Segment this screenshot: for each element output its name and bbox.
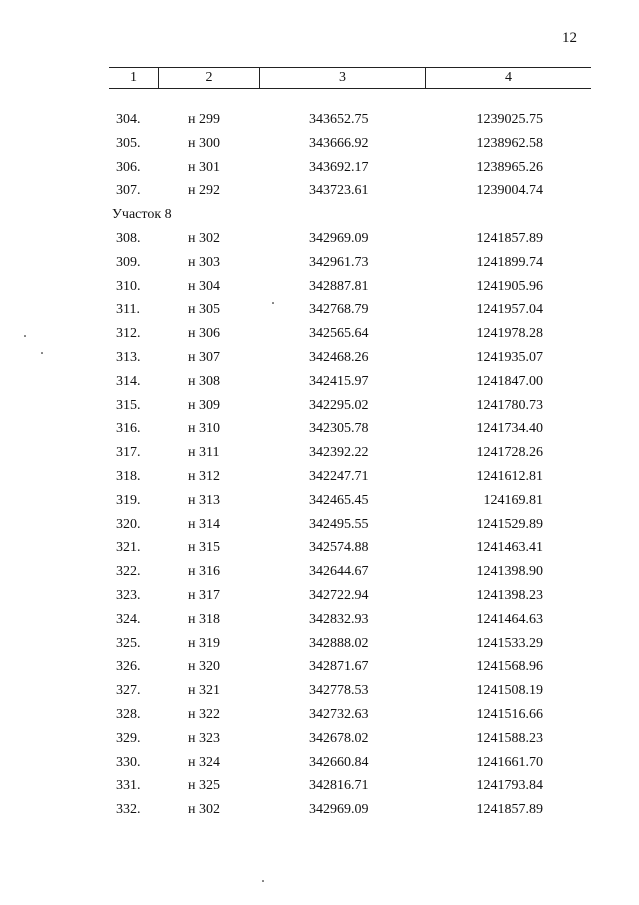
scan-speck	[262, 880, 264, 882]
row-number: 327.	[116, 683, 141, 699]
row-number: 330.	[116, 754, 141, 770]
row-number: 312.	[116, 326, 141, 342]
table-row	[0, 584, 639, 608]
scan-speck	[272, 302, 274, 304]
y-coordinate: 1241857.89	[476, 802, 543, 818]
row-number: 329.	[116, 730, 141, 746]
row-number: 323.	[116, 587, 141, 603]
x-coordinate: 342969.09	[309, 802, 369, 818]
x-coordinate: 342574.88	[309, 540, 369, 556]
row-number: 332.	[116, 802, 141, 818]
point-name: н 325	[188, 778, 220, 794]
row-number: 309.	[116, 254, 141, 270]
table-row	[0, 655, 639, 679]
x-coordinate: 342415.97	[309, 373, 369, 389]
table-row	[0, 298, 639, 322]
point-name: н 312	[188, 468, 220, 484]
point-name: н 300	[188, 135, 220, 151]
table-row	[0, 417, 639, 441]
x-coordinate: 343666.92	[309, 135, 369, 151]
y-coordinate: 1241847.00	[476, 373, 543, 389]
x-coordinate: 342832.93	[309, 611, 369, 627]
y-coordinate: 1241464.63	[476, 611, 543, 627]
table-row	[0, 465, 639, 489]
x-coordinate: 343692.17	[309, 159, 369, 175]
table-row	[0, 441, 639, 465]
y-coordinate: 1238962.58	[476, 135, 543, 151]
x-coordinate: 342722.94	[309, 587, 369, 603]
row-number: 314.	[116, 373, 141, 389]
table-row	[0, 346, 639, 370]
section-label: Участок 8	[112, 207, 172, 223]
y-coordinate: 1239004.74	[476, 183, 543, 199]
column-header-4: 4	[505, 70, 512, 85]
row-number: 304.	[116, 112, 141, 127]
point-name: н 311	[188, 445, 220, 461]
row-number: 326.	[116, 659, 141, 675]
table-row	[0, 132, 639, 156]
y-coordinate: 1241612.81	[476, 468, 543, 484]
table-row	[0, 108, 639, 132]
x-coordinate: 342678.02	[309, 730, 369, 746]
x-coordinate: 342392.22	[309, 445, 369, 461]
table-row	[0, 275, 639, 299]
table-row	[0, 703, 639, 727]
table-row	[0, 251, 639, 275]
table-row	[0, 179, 639, 203]
table-row	[0, 679, 639, 703]
y-coordinate: 1241398.90	[476, 564, 543, 580]
row-number: 320.	[116, 516, 141, 532]
coordinate-table-body	[0, 108, 639, 822]
table-row	[0, 798, 639, 822]
point-name: н 305	[188, 302, 220, 318]
x-coordinate: 342816.71	[309, 778, 369, 794]
point-name: н 310	[188, 421, 220, 437]
y-coordinate: 1241516.66	[476, 706, 543, 722]
point-name: н 303	[188, 254, 220, 270]
row-number: 321.	[116, 540, 141, 556]
y-coordinate: 1241463.41	[476, 540, 543, 556]
column-header-3: 3	[260, 68, 426, 88]
point-name: н 324	[188, 754, 220, 770]
row-number: 328.	[116, 706, 141, 722]
row-number: 313.	[116, 349, 141, 365]
y-coordinate: 1241857.89	[476, 230, 543, 246]
y-coordinate: 1241935.07	[476, 349, 543, 365]
point-name: н 316	[188, 564, 220, 580]
point-name: н 307	[188, 349, 220, 365]
point-name: н 315	[188, 540, 220, 556]
y-coordinate: 1241899.74	[476, 254, 543, 270]
point-name: н 321	[188, 683, 220, 699]
y-coordinate: 1241398.23	[476, 587, 543, 603]
x-coordinate: 342768.79	[309, 302, 369, 318]
table-row	[0, 156, 639, 180]
x-coordinate: 342888.02	[309, 635, 369, 651]
x-coordinate: 342887.81	[309, 278, 369, 294]
y-coordinate: 1241661.70	[476, 754, 543, 770]
point-name: н 304	[188, 278, 220, 294]
scan-speck	[24, 335, 26, 337]
row-number: 307.	[116, 183, 141, 199]
row-number: 305.	[116, 135, 141, 151]
point-name: н 308	[188, 373, 220, 389]
table-row	[0, 751, 639, 775]
table-row	[0, 513, 639, 537]
row-number: 315.	[116, 397, 141, 413]
point-name: н 313	[188, 492, 220, 508]
point-name: н 317	[188, 587, 220, 603]
row-number: 331.	[116, 778, 141, 794]
x-coordinate: 342247.71	[309, 468, 369, 484]
page-number: 12	[562, 30, 577, 46]
x-coordinate: 342644.67	[309, 564, 369, 580]
row-number: 317.	[116, 445, 141, 461]
y-coordinate: 124169.81	[483, 492, 543, 508]
x-coordinate: 343723.61	[309, 183, 369, 199]
table-row	[0, 632, 639, 656]
y-coordinate: 1241978.28	[476, 326, 543, 342]
point-name: н 302	[188, 230, 220, 246]
table-row	[0, 394, 639, 418]
x-coordinate: 342295.02	[309, 397, 369, 413]
y-coordinate: 1241957.04	[476, 302, 543, 318]
x-coordinate: 342961.73	[309, 254, 369, 270]
y-coordinate: 1241533.29	[476, 635, 543, 651]
row-number: 319.	[116, 492, 141, 508]
row-number: 325.	[116, 635, 141, 651]
column-header-2: 2	[159, 68, 260, 88]
row-number: 308.	[116, 230, 141, 246]
x-coordinate: 342778.53	[309, 683, 369, 699]
table-row	[0, 370, 639, 394]
row-number: 318.	[116, 468, 141, 484]
point-name: н 320	[188, 659, 220, 675]
table-row	[0, 560, 639, 584]
y-coordinate: 1241568.96	[476, 659, 543, 675]
row-number: 311.	[116, 302, 140, 318]
y-coordinate: 1241780.73	[476, 397, 543, 413]
column-header-1: 1	[109, 68, 159, 88]
scan-speck	[41, 352, 43, 354]
x-coordinate: 342565.64	[309, 326, 369, 342]
point-name: н 322	[188, 706, 220, 722]
y-coordinate: 1241905.96	[476, 278, 543, 294]
table-row	[0, 536, 639, 560]
y-coordinate: 1239025.75	[476, 112, 543, 127]
table-row	[0, 608, 639, 632]
point-name: н 292	[188, 183, 220, 199]
y-coordinate: 1241588.23	[476, 730, 543, 746]
point-name: н 301	[188, 159, 220, 175]
point-name: н 319	[188, 635, 220, 651]
x-coordinate: 342305.78	[309, 421, 369, 437]
section-heading	[0, 203, 639, 227]
x-coordinate: 342465.45	[309, 492, 369, 508]
table-header	[109, 67, 591, 89]
x-coordinate: 342660.84	[309, 754, 369, 770]
row-number: 316.	[116, 421, 141, 437]
y-coordinate: 1241734.40	[476, 421, 543, 437]
row-number: 324.	[116, 611, 141, 627]
point-name: н 323	[188, 730, 220, 746]
table-row	[0, 227, 639, 251]
point-name: н 299	[188, 112, 220, 127]
y-coordinate: 1241793.84	[476, 778, 543, 794]
x-coordinate: 343652.75	[309, 112, 369, 127]
y-coordinate: 1238965.26	[476, 159, 543, 175]
point-name: н 314	[188, 516, 220, 532]
row-number: 306.	[116, 159, 141, 175]
x-coordinate: 342732.63	[309, 706, 369, 722]
table-row	[0, 774, 639, 798]
point-name: н 302	[188, 802, 220, 818]
x-coordinate: 342468.26	[309, 349, 369, 365]
table-row	[0, 727, 639, 751]
y-coordinate: 1241529.89	[476, 516, 543, 532]
x-coordinate: 342969.09	[309, 230, 369, 246]
point-name: н 306	[188, 326, 220, 342]
x-coordinate: 342495.55	[309, 516, 369, 532]
y-coordinate: 1241728.26	[476, 445, 543, 461]
row-number: 310.	[116, 278, 141, 294]
x-coordinate: 342871.67	[309, 659, 369, 675]
point-name: н 318	[188, 611, 220, 627]
y-coordinate: 1241508.19	[476, 683, 543, 699]
table-row	[0, 322, 639, 346]
table-row	[0, 489, 639, 513]
row-number: 322.	[116, 564, 141, 580]
point-name: н 309	[188, 397, 220, 413]
